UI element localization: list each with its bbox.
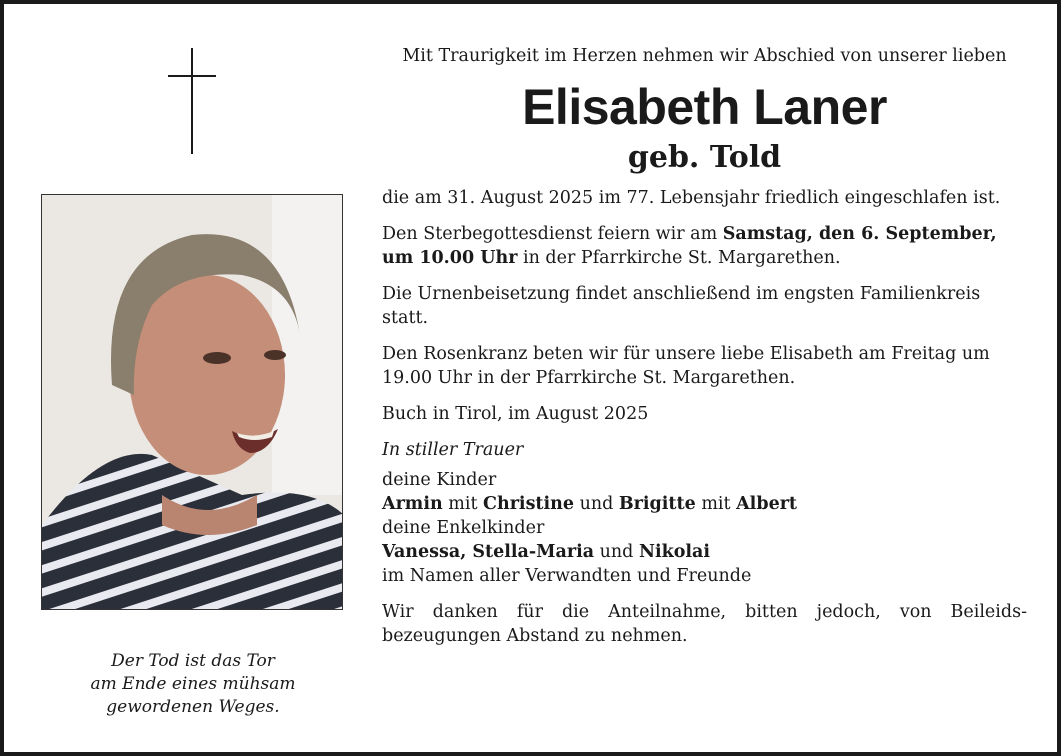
quote-line-3: gewordenen Weges. <box>106 697 280 717</box>
service-time: um 10.00 Uhr <box>382 248 518 268</box>
service-date: Samstag, den 6. September, <box>722 224 997 244</box>
deceased-name: Elisabeth Laner <box>522 79 887 135</box>
notice-text <box>382 44 1027 648</box>
portrait-photo <box>41 194 343 610</box>
service-paragraph <box>382 222 1027 270</box>
child-name: Armin <box>382 494 443 514</box>
quote-line-1: Der Tod ist das Tor <box>111 651 275 671</box>
place-date: Buch in Tirol, im August 2025 <box>382 404 649 424</box>
urn-paragraph: Die Urnenbeisetzung findet anschließend im engsten Familienkreis statt. <box>382 284 981 328</box>
cross-icon <box>168 48 218 156</box>
grandchild-name: Vanessa, Stella-Maria <box>382 542 595 562</box>
service-post: in der Pfarrkirche St. Margarethen. <box>517 248 841 268</box>
service-pre: Den Sterbegottesdienst feiern wir am <box>382 224 723 244</box>
thanks-paragraph: Wir danken für die Anteilnahme, bitten jedoch, von Beileids-bezeugungen Abstand zu nehmen. <box>382 602 1027 646</box>
memorial-quote <box>42 650 344 719</box>
grandchildren-line <box>382 540 1027 564</box>
grandchild-name: Nikolai <box>638 542 711 562</box>
connector: und <box>594 542 639 562</box>
connector: mit <box>695 494 737 514</box>
child-name: Albert <box>736 494 798 514</box>
quote-line-2: am Ende eines mühsam <box>90 674 296 694</box>
intro-line: Mit Traurigkeit im Herzen nehmen wir Abschied von unserer lieben <box>402 46 1007 66</box>
connector: mit <box>442 494 484 514</box>
mourning-line: In stiller Trauer <box>382 440 524 460</box>
children-label: deine Kinder <box>382 470 497 490</box>
maiden-name: geb. Told <box>627 140 782 175</box>
rosary-paragraph: Den Rosenkranz beten wir für unsere liebe Elisabeth am Freitag um 19.00 Uhr in der Pfarrkirche St. Margarethen. <box>382 344 990 388</box>
child-name: Christine <box>483 494 575 514</box>
children-line <box>382 492 1027 516</box>
death-line: die am 31. August 2025 im 77. Lebensjahr friedlich eingeschlafen ist. <box>382 188 1001 208</box>
child-name: Brigitte <box>618 494 696 514</box>
relatives-line: im Namen aller Verwandten und Freunde <box>382 566 752 586</box>
grandchildren-label: deine Enkelkinder <box>382 518 545 538</box>
connector: und <box>574 494 619 514</box>
